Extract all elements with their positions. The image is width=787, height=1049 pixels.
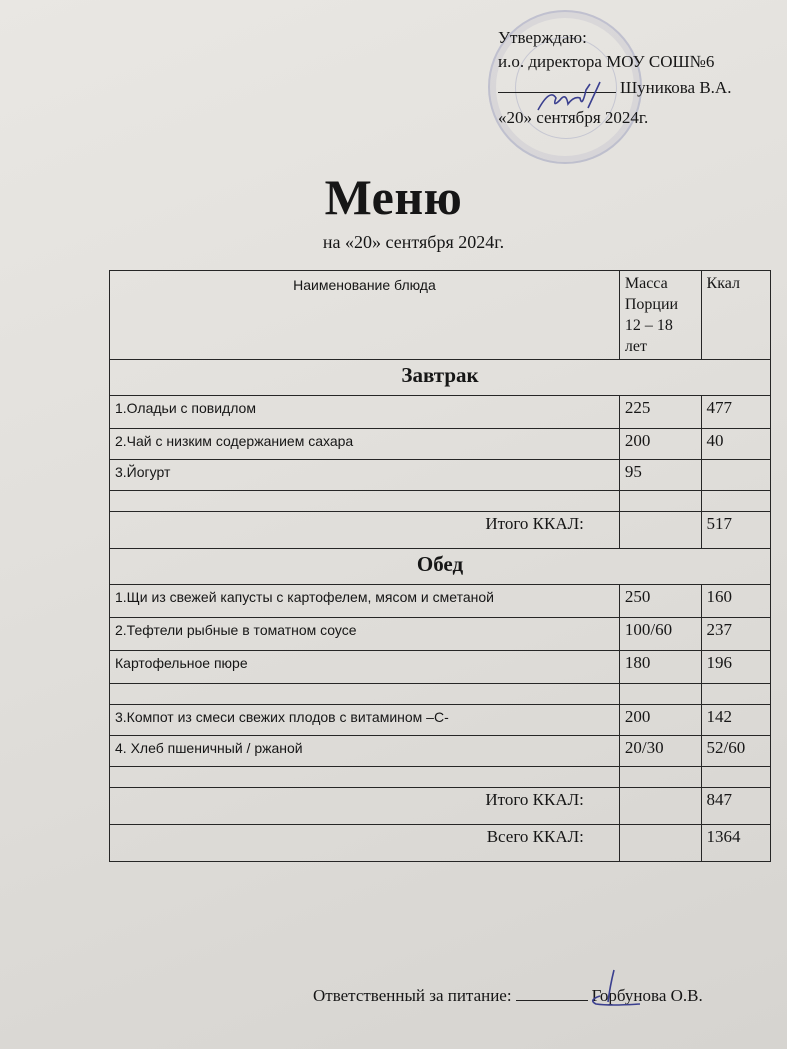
empty-row	[110, 767, 771, 788]
dish-mass: 250	[619, 585, 701, 618]
dish-mass: 200	[619, 429, 701, 460]
approval-date: «20» сентября 2024г.	[498, 108, 649, 127]
table-row	[110, 651, 771, 684]
director-signature	[530, 78, 610, 118]
page-title: Меню	[324, 169, 463, 225]
page-subtitle: на «20» сентября 2024г.	[322, 232, 505, 252]
section-title: Обед	[110, 549, 771, 585]
section-lunch	[110, 549, 771, 585]
dish-mass: 200	[619, 705, 701, 736]
dish-kcal: 142	[701, 705, 770, 736]
dish-name: Картофельное пюре	[110, 651, 620, 684]
total-value: 517	[701, 512, 770, 549]
signature-line	[516, 986, 588, 1001]
approver-name: Шуникова В.А.	[620, 78, 732, 97]
empty-row	[110, 684, 771, 705]
dish-mass: 225	[619, 396, 701, 429]
grand-total-label: Всего ККАЛ:	[110, 825, 620, 862]
dish-kcal: 477	[701, 396, 770, 429]
table-header-row	[110, 271, 771, 360]
dish-name: 2.Тефтели рыбные в томатном соусе	[110, 618, 620, 651]
empty-row	[110, 491, 771, 512]
responsible-signature	[580, 966, 650, 1016]
lunch-total-row	[110, 788, 771, 825]
dish-kcal: 40	[701, 429, 770, 460]
footer-label: Ответственный за питание:	[313, 986, 512, 1005]
table-row	[110, 736, 771, 767]
dish-name: 3.Компот из смеси свежих плодов с витамином –С-	[110, 705, 620, 736]
table-row	[110, 585, 771, 618]
dish-mass: 95	[619, 460, 701, 491]
responsible-name: Горбунова О.В.	[591, 986, 703, 1005]
grand-total-value: 1364	[701, 825, 770, 862]
section-title: Завтрак	[110, 360, 771, 396]
dish-name: 1.Щи из свежей капусты с картофелем, мясом и сметаной	[110, 585, 620, 618]
dish-kcal	[701, 460, 770, 491]
dish-mass: 20/30	[619, 736, 701, 767]
section-breakfast	[110, 360, 771, 396]
dish-kcal: 237	[701, 618, 770, 651]
approval-position: и.о. директора МОУ СОШ№6	[498, 52, 715, 71]
dish-name: 1.Оладьи с повидлом	[110, 396, 620, 429]
dish-mass: 100/60	[619, 618, 701, 651]
total-label: Итого ККАЛ:	[110, 512, 620, 549]
total-value: 847	[701, 788, 770, 825]
total-label: Итого ККАЛ:	[110, 788, 620, 825]
dish-kcal: 196	[701, 651, 770, 684]
header-portion-mass: Масса Порции 12 – 18 лет	[619, 271, 701, 360]
dish-kcal: 52/60	[701, 736, 770, 767]
breakfast-total-row	[110, 512, 771, 549]
table-row	[110, 396, 771, 429]
dish-mass: 180	[619, 651, 701, 684]
approval-heading: Утверждаю:	[498, 28, 587, 47]
dish-kcal: 160	[701, 585, 770, 618]
dish-name: 3.Йогурт	[110, 460, 620, 491]
header-dish-name: Наименование блюда	[110, 271, 620, 360]
dish-name: 2.Чай с низким содержанием сахара	[110, 429, 620, 460]
table-row	[110, 618, 771, 651]
menu-table	[109, 270, 771, 862]
grand-total-row	[110, 825, 771, 862]
dish-name: 4. Хлеб пшеничный / ржаной	[110, 736, 620, 767]
table-row	[110, 705, 771, 736]
header-kcal: Ккал	[701, 271, 770, 360]
table-row	[110, 429, 771, 460]
table-row	[110, 460, 771, 491]
